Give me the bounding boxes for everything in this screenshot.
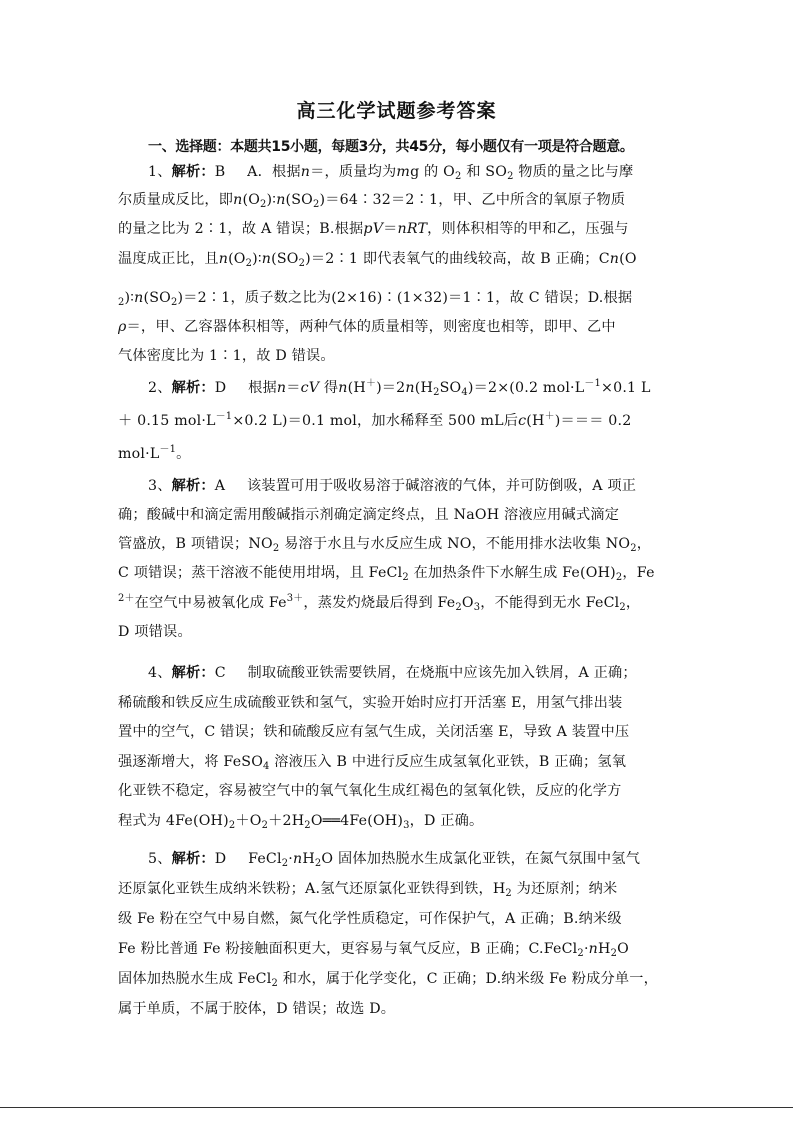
q5-line-1: 5、解析：D $FeCl_2\cdot nH_2O$ 固体加热脱水生成氯化亚铁，在氮气氛围中氢气 — [148, 851, 641, 869]
q4-line-4: 强逐渐增大，将 FeSO$_4$ 溶液压入 B 中进行反应生成氢氧化亚铁，B 正确；氢氧 — [118, 754, 627, 772]
q4-line-5: 化亚铁不稳定，容易被空气中的氧气氧化生成红褐色的氢氧化铁，反应的化学方 — [118, 783, 622, 799]
q1-line-1: 1、解析：B A．根据n＝，质量均为mg 的 $O_2$ 和 $SO_2$ 物质的量之比与摩 — [148, 164, 634, 182]
q3-line-2: 确；酸碱中和滴定需用酸碱指示剂确定滴定终点，且 NaOH 溶液应用碱式滴定 — [118, 507, 620, 523]
q3-line-4: C 项错误；蒸干溶液不能使用坩埚，且 FeCl$_2$ 在加热条件下水解生成 $Fe(OH)_2$，Fe — [118, 565, 655, 583]
q4-line-1: 4、解析：C 制取硫酸亚铁需要铁屑，在烧瓶中应该先加入铁屑，A 正确； — [148, 665, 637, 681]
q1-line-6: ρ＝，甲、乙容器体积相等，两种气体的质量相等，则密度也相等，即甲、乙中 — [118, 319, 616, 335]
q1-line-5: $_2)∶n(SO_2)=2∶1$，质子数之比为(2×16)∶(1×32)＝1∶1，故 C 错误；D.根据 — [118, 290, 633, 308]
q3-line-3: 管盛放，B 项错误；$NO_2$ 易溶于水且与水反应生成 NO，不能用排水法收集 $NO_2$， — [118, 536, 652, 554]
q4-line-6: 程式为 $4Fe(OH)_2+O_2+2H_2O══4Fe(OH)_3$，D 正确。 — [118, 813, 484, 831]
q4-line-2: 稀硫酸和铁反应生成硫酸亚铁和氢气，实验开始时应打开活塞 E，用氢气排出装 — [118, 695, 623, 711]
q1-line-3: 的量之比为 2∶1，故 A 错误；B.根据pV＝nRT，则体积相等的甲和乙，压强与 — [118, 221, 629, 237]
q2-line-1: 2、解析：D 根据n＝cV 得$n(H^+)=2n(H_2SO_4)=2\times(0.2$ $mol\cdot L^{-1}\times 0.1$ L — [148, 378, 651, 398]
q4-line-3: 置中的空气，C 错误；铁和硫酸反应有氢气生成，关闭活塞 E，导致 A 装置中压 — [118, 724, 630, 740]
q5-line-3: 级 Fe 粉在空气中易自燃，氮气化学性质稳定，可作保护气，A 正确；B.纳米级 — [118, 911, 622, 927]
q1-line-2: 尔质量成反比，即$n(O_2)∶n(SO_2)=64∶32=2∶1$，甲、乙中所含的氧原子物质 — [118, 192, 626, 210]
q5-line-2: 还原氯化亚铁生成纳米铁粉；A.氢气还原氯化亚铁得到铁，$H_2$ 为还原剂；纳米 — [118, 881, 618, 899]
q3-line-6: D 项错误。 — [118, 624, 192, 640]
page-bottom-rule — [0, 1107, 793, 1108]
q1-line-7: 气体密度比为 1∶1，故 D 错误。 — [118, 348, 335, 364]
q3-line-1: 3、解析：A 该装置可用于吸收易溶于碱溶液的气体，并可防倒吸，A 项正 — [148, 478, 637, 494]
q2-line-2: ＋ 0.15 $mol\cdot L^{-1}\times 0.2$ L)＝0.1 mol，加水稀释至 500 mL后c(H＋)＝＝＝ 0.2 — [118, 411, 632, 429]
q3-line-5: $^{2+}$在空气中易被氧化成 $Fe^{3+}$，蒸发灼烧最后得到 $Fe_2O_3$，不能得到无水 FeCl$_2$， — [118, 593, 641, 613]
q5-line-4: Fe 粉比普通 Fe 粉接触面积更大，更容易与氧气反应，B 正确；$C.FeCl_2\cdot nH_2O$ — [118, 941, 629, 959]
q2-line-3: $mol\cdot L^{-1}$。 — [118, 444, 191, 462]
section-heading: 一、选择题：本题共15小题，每题3分，共45分，每小题仅有一项是符合题意。 — [148, 139, 634, 155]
page-title: 高三化学试题参考答案 — [296, 100, 497, 122]
q5-line-5: 固体加热脱水生成 FeCl$_2$ 和水，属于化学变化，C 正确；D.纳米级 Fe 粉成分单一， — [118, 971, 659, 989]
q5-line-6: 属于单质，不属于胶体，D 错误；故选 D。 — [118, 1001, 396, 1017]
q1-line-4: 温度成正比，且$n(O_2)∶n(SO_2)=2∶1$ 即代表氧气的曲线较高，故 B 正确；Cn(O — [118, 251, 637, 269]
